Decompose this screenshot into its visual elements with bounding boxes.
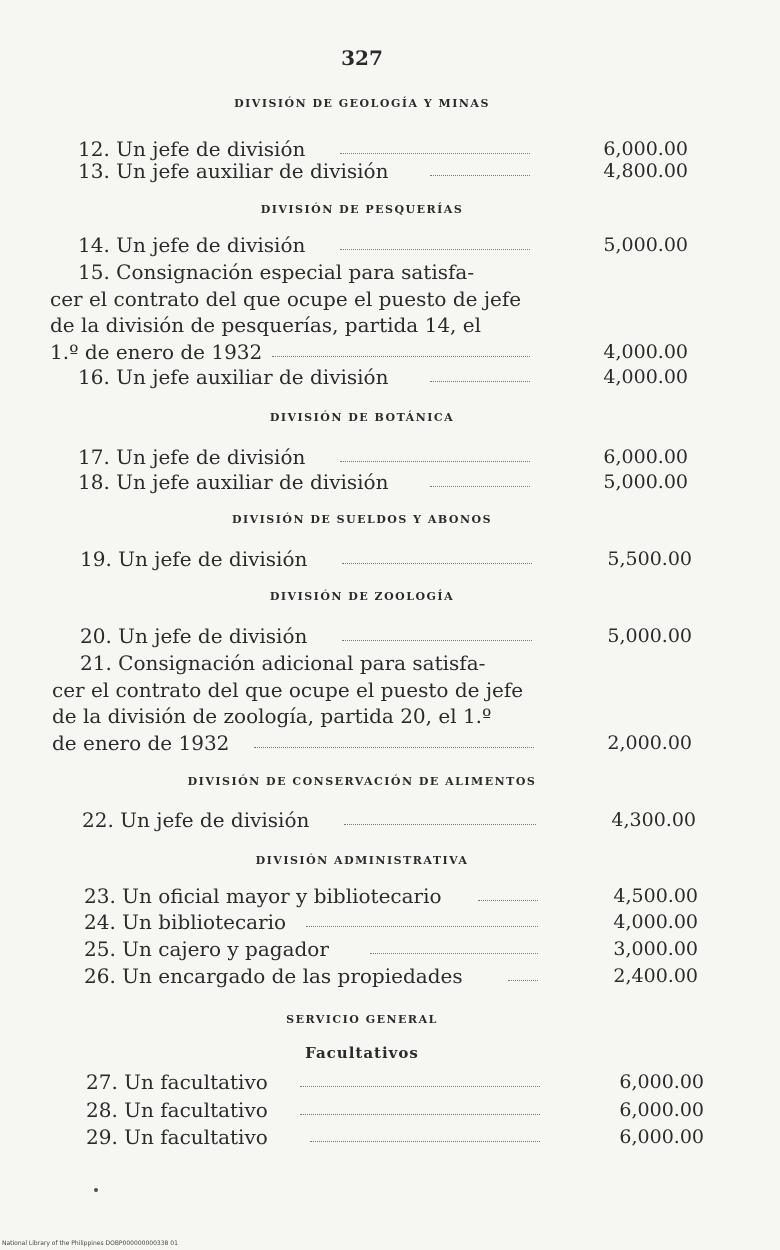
dot-leader: [370, 953, 538, 954]
dot-leader: [340, 461, 530, 462]
dot-leader: [300, 1086, 540, 1087]
item-amount: 4,000.00: [603, 366, 688, 388]
page-number: 327: [341, 46, 383, 70]
section-heading-geologia: DIVISIÓN DE GEOLOGÍA Y MINAS: [234, 97, 490, 110]
item-amount: 6,000.00: [619, 1071, 704, 1093]
item-amount: 4,300.00: [611, 809, 696, 831]
dot-leader: [340, 249, 530, 250]
item-label: 18. Un jefe auxiliar de división: [78, 470, 389, 494]
item-label: 17. Un jefe de división: [78, 445, 306, 469]
dot-leader: [310, 1141, 540, 1142]
list-item: [78, 363, 690, 391]
list-item: [78, 443, 690, 471]
section-heading-botanica: DIVISIÓN DE BOTÁNICA: [269, 411, 455, 424]
dot-leader: [344, 824, 536, 825]
item-amount: 6,000.00: [619, 1099, 704, 1121]
list-item: [80, 545, 692, 573]
dot-leader: [306, 926, 538, 927]
ink-dot: [94, 1188, 98, 1192]
dot-leader: [272, 356, 530, 357]
list-item: [78, 468, 690, 496]
item-amount: 5,000.00: [603, 471, 688, 493]
item-label: 19. Un jefe de división: [80, 547, 308, 571]
item-label: 25. Un cajero y pagador: [84, 937, 329, 961]
dot-leader: [342, 640, 532, 641]
item-label: 26. Un encargado de las propiedades: [84, 964, 463, 988]
list-item: [78, 157, 690, 185]
item-label: 24. Un bibliotecario: [84, 910, 287, 934]
item-amount: 6,000.00: [619, 1126, 704, 1148]
item-amount: 4,000.00: [603, 340, 688, 363]
item-label: 12. Un jefe de división: [78, 137, 306, 161]
paragraph-line: cer el contrato del que ocupe el puesto de jefe: [52, 677, 524, 702]
section-heading-sueldos: DIVISIÓN DE SUELDOS Y ABONOS: [231, 513, 493, 526]
paragraph-item-15: [50, 259, 690, 365]
paragraph-line: de la división de zoología, partida 20, el 1.º: [52, 704, 492, 728]
list-item: [86, 1123, 704, 1151]
dot-leader: [430, 381, 530, 382]
dot-leader: [508, 980, 538, 981]
item-label: 23. Un oficial mayor y bibliotecario: [84, 884, 442, 908]
item-amount: 6,000.00: [603, 138, 688, 160]
list-item: [84, 935, 698, 963]
item-amount: 2,000.00: [607, 731, 692, 754]
item-label: 13. Un jefe auxiliar de división: [78, 159, 389, 183]
paragraph-line-last: [50, 339, 690, 366]
item-label: 28. Un facultativo: [86, 1098, 268, 1122]
dot-leader: [342, 563, 532, 564]
item-amount: 4,800.00: [603, 160, 688, 182]
paragraph-line: 1.º de enero de 1932: [50, 339, 263, 364]
section-heading-administrativa: DIVISIÓN ADMINISTRATIVA: [255, 854, 469, 867]
paragraph-line-last: [52, 730, 692, 757]
item-label: 20. Un jefe de división: [80, 624, 308, 648]
dot-leader: [254, 747, 534, 748]
dot-leader: [478, 900, 538, 901]
item-amount: 3,000.00: [613, 938, 698, 960]
dot-leader: [340, 153, 530, 154]
item-amount: 5,000.00: [603, 234, 688, 256]
item-amount: 2,400.00: [613, 965, 698, 987]
item-amount: 4,500.00: [613, 885, 698, 907]
paragraph-line: de enero de 1932: [52, 730, 230, 755]
item-label: 16. Un jefe auxiliar de división: [78, 365, 389, 389]
list-item: [84, 908, 698, 936]
dot-leader: [430, 175, 530, 176]
item-amount: 5,500.00: [607, 548, 692, 570]
item-label: 27. Un facultativo: [86, 1070, 268, 1094]
list-item: [78, 231, 690, 259]
footer-watermark: National Library of the Philippines DOBP000000000338 01: [2, 1240, 178, 1247]
list-item: [84, 962, 698, 990]
section-heading-servicio: SERVICIO GENERAL: [286, 1013, 438, 1026]
paragraph-line: cer el contrato del que ocupe el puesto de jefe: [50, 286, 522, 311]
item-amount: 5,000.00: [607, 625, 692, 647]
dot-leader: [300, 1114, 540, 1115]
paragraph-line: de la división de pesquerías, partida 14, el: [50, 313, 481, 337]
section-heading-zoologia: DIVISIÓN DE ZOOLOGÍA: [269, 590, 455, 603]
list-item: [86, 1068, 704, 1096]
item-label: 22. Un jefe de división: [82, 808, 310, 832]
item-amount: 4,000.00: [613, 911, 698, 933]
subheading-facultativos: Facultativos: [305, 1044, 419, 1062]
paragraph-line: 15. Consignación especial para satisfa-: [78, 260, 475, 284]
section-heading-pesquerias: DIVISIÓN DE PESQUERÍAS: [260, 203, 464, 216]
list-item: [86, 1096, 704, 1124]
item-label: 29. Un facultativo: [86, 1125, 268, 1149]
dot-leader: [430, 486, 530, 487]
paragraph-line: 21. Consignación adicional para satisfa-: [80, 651, 486, 675]
list-item: [82, 806, 696, 834]
paragraph-item-21: [52, 650, 692, 756]
list-item: [84, 882, 698, 910]
item-amount: 6,000.00: [603, 446, 688, 468]
section-heading-conservacion: DIVISIÓN DE CONSERVACIÓN DE ALIMENTOS: [187, 775, 537, 788]
item-label: 14. Un jefe de división: [78, 233, 306, 257]
list-item: [80, 622, 692, 650]
